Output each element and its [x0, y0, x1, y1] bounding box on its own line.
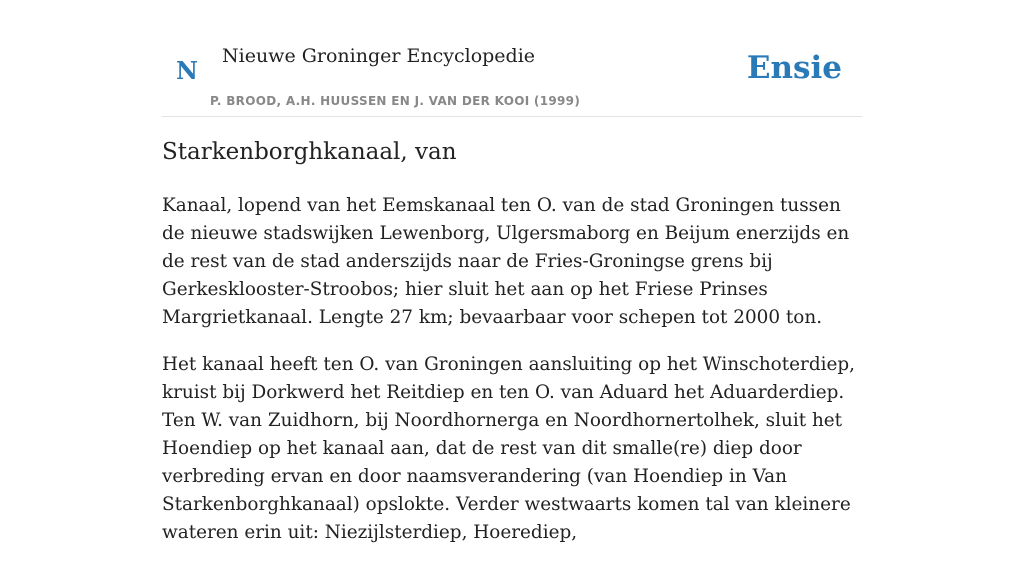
- entry-title: Starkenborghkanaal, van: [162, 139, 457, 165]
- ensie-logo-link[interactable]: Ensie: [746, 50, 842, 86]
- entry-paragraph: Kanaal, lopend van het Eemskanaal ten O. van de stad Groningen tussen de nieuwe stadswijken Lewenborg, Ulgersmaborg en Beijum enerzijds en de rest van de stad anderszijds naar de Fries-Groningse grens bij Gerkesklooster-Stroobos; hier sluit het aan op het Friese Prinses Margrietkanaal. Lengte 27 km; bevaarbaar voor schepen tot 2000 ton.: [162, 195, 850, 328]
- entry-paragraph: Het kanaal heeft ten O. van Groningen aansluiting op het Winschoterdiep, kruist bij Dorkwerd het Reitdiep en ten O. van Aduard het Aduarderdiep. Ten W. van Zuidhorn, bij Noordhornerga en Noordhornertolhek, sluit het Hoendiep op het kanaal aan, dat de rest van dit smalle(re) diep door verbreding ervan en door naamsverandering (van Hoendiep in Van Starkenborghkanaal) opslokte. Verder westwaarts komen tal van kleinere wateren erin uit: Niezijlsterdiep, Hoerediep,: [162, 354, 855, 543]
- book-header: [162, 0, 862, 117]
- book-logo[interactable]: N: [176, 56, 198, 85]
- book-title[interactable]: Nieuwe Groninger Encyclopedie: [222, 45, 536, 67]
- book-authors: P. BROOD, A.H. HUUSSEN EN J. VAN DER KOOI (1999): [210, 94, 581, 108]
- entry-body: [162, 192, 866, 566]
